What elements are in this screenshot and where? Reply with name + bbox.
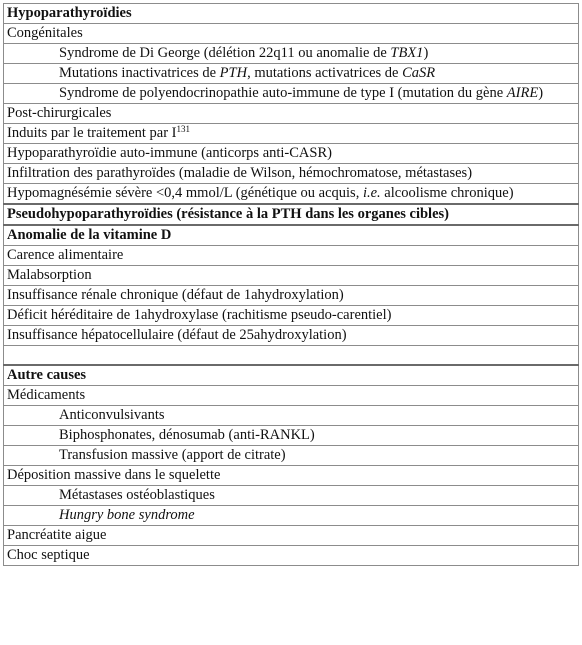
table-row: [4, 246, 579, 266]
item-polyendocrinopathy: Syndrome de polyendocrinopathie auto-immune de type I (mutation du gène AIRE): [4, 84, 579, 104]
table-row: [4, 546, 579, 566]
drug-item-bisphosphonates: Biphosphonates, dénosumab (anti-RANKL): [4, 426, 579, 446]
table-row: [4, 386, 579, 406]
causes-table: [3, 3, 579, 566]
table-row: [4, 306, 579, 326]
category-postsurgical: Post-chirurgicales: [4, 104, 579, 124]
empty-cell: [4, 346, 579, 366]
category-drugs: Médicaments: [4, 386, 579, 406]
section-heading-other-causes: Autre causes: [4, 365, 579, 386]
table-row: [4, 326, 579, 346]
category-pancreatitis: Pancréatite aigue: [4, 526, 579, 546]
vitd-item-hereditary: Déficit héréditaire de 1ahydroxylase (rachitisme pseudo-carentiel): [4, 306, 579, 326]
table-row: [4, 44, 579, 64]
category-skeletal-deposition: Déposition massive dans le squelette: [4, 466, 579, 486]
section-heading-pseudohypoparathyroidies: Pseudohypoparathyroïdies (résistance à la PTH dans les organes cibles): [4, 204, 579, 225]
vitd-item-dietary: Carence alimentaire: [4, 246, 579, 266]
section-heading-hypoparathyroidies: Hypoparathyroïdies: [4, 4, 579, 24]
vitd-item-renal: Insuffisance rénale chronique (défaut de 1ahydroxylation): [4, 286, 579, 306]
deposition-item-metastases: Métastases ostéoblastiques: [4, 486, 579, 506]
category-iodine-induced: Induits par le traitement par $I^{131}$: [4, 124, 579, 144]
table-row: [4, 346, 579, 366]
category-infiltration: Infiltration des parathyroïdes (maladie de Wilson, hémochromatose, métastases): [4, 164, 579, 184]
table-row: [4, 426, 579, 446]
table-row: [4, 466, 579, 486]
table-row: [4, 526, 579, 546]
table-row: [4, 506, 579, 526]
table-row: [4, 446, 579, 466]
table-row: [4, 286, 579, 306]
table-row: [4, 486, 579, 506]
item-pth-mutations: Mutations inactivatrices de PTH, mutations activatrices de CaSR: [4, 64, 579, 84]
deposition-item-hungry-bone: Hungry bone syndrome: [4, 506, 579, 526]
table-row: [4, 64, 579, 84]
drug-item-transfusion: Transfusion massive (apport de citrate): [4, 446, 579, 466]
category-septic-shock: Choc septique: [4, 546, 579, 566]
table-row: [4, 4, 579, 24]
table-row: [4, 406, 579, 426]
table-row: [4, 225, 579, 246]
table-row: [4, 144, 579, 164]
item-digeorge: Syndrome de Di George (délétion 22q11 ou anomalie de TBX1): [4, 44, 579, 64]
table-row: [4, 204, 579, 225]
table-row: [4, 266, 579, 286]
category-hypomagnesemia: Hypomagnésémie sévère <0,4 mmol/L (génétique ou acquis, i.e. alcoolisme chronique): [4, 184, 579, 205]
table-row: [4, 104, 579, 124]
section-heading-vitamin-d: Anomalie de la vitamine D: [4, 225, 579, 246]
table-row: [4, 365, 579, 386]
category-congenital: Congénitales: [4, 24, 579, 44]
table-row: [4, 124, 579, 144]
category-autoimmune: Hypoparathyroïdie auto-immune (anticorps anti-CASR): [4, 144, 579, 164]
table-row: [4, 184, 579, 205]
vitd-item-malabsorption: Malabsorption: [4, 266, 579, 286]
table-row: [4, 24, 579, 44]
vitd-item-hepatic: Insuffisance hépatocellulaire (défaut de 25ahydroxylation): [4, 326, 579, 346]
table-row: [4, 164, 579, 184]
drug-item-anticonvulsants: Anticonvulsivants: [4, 406, 579, 426]
table-row: [4, 84, 579, 104]
